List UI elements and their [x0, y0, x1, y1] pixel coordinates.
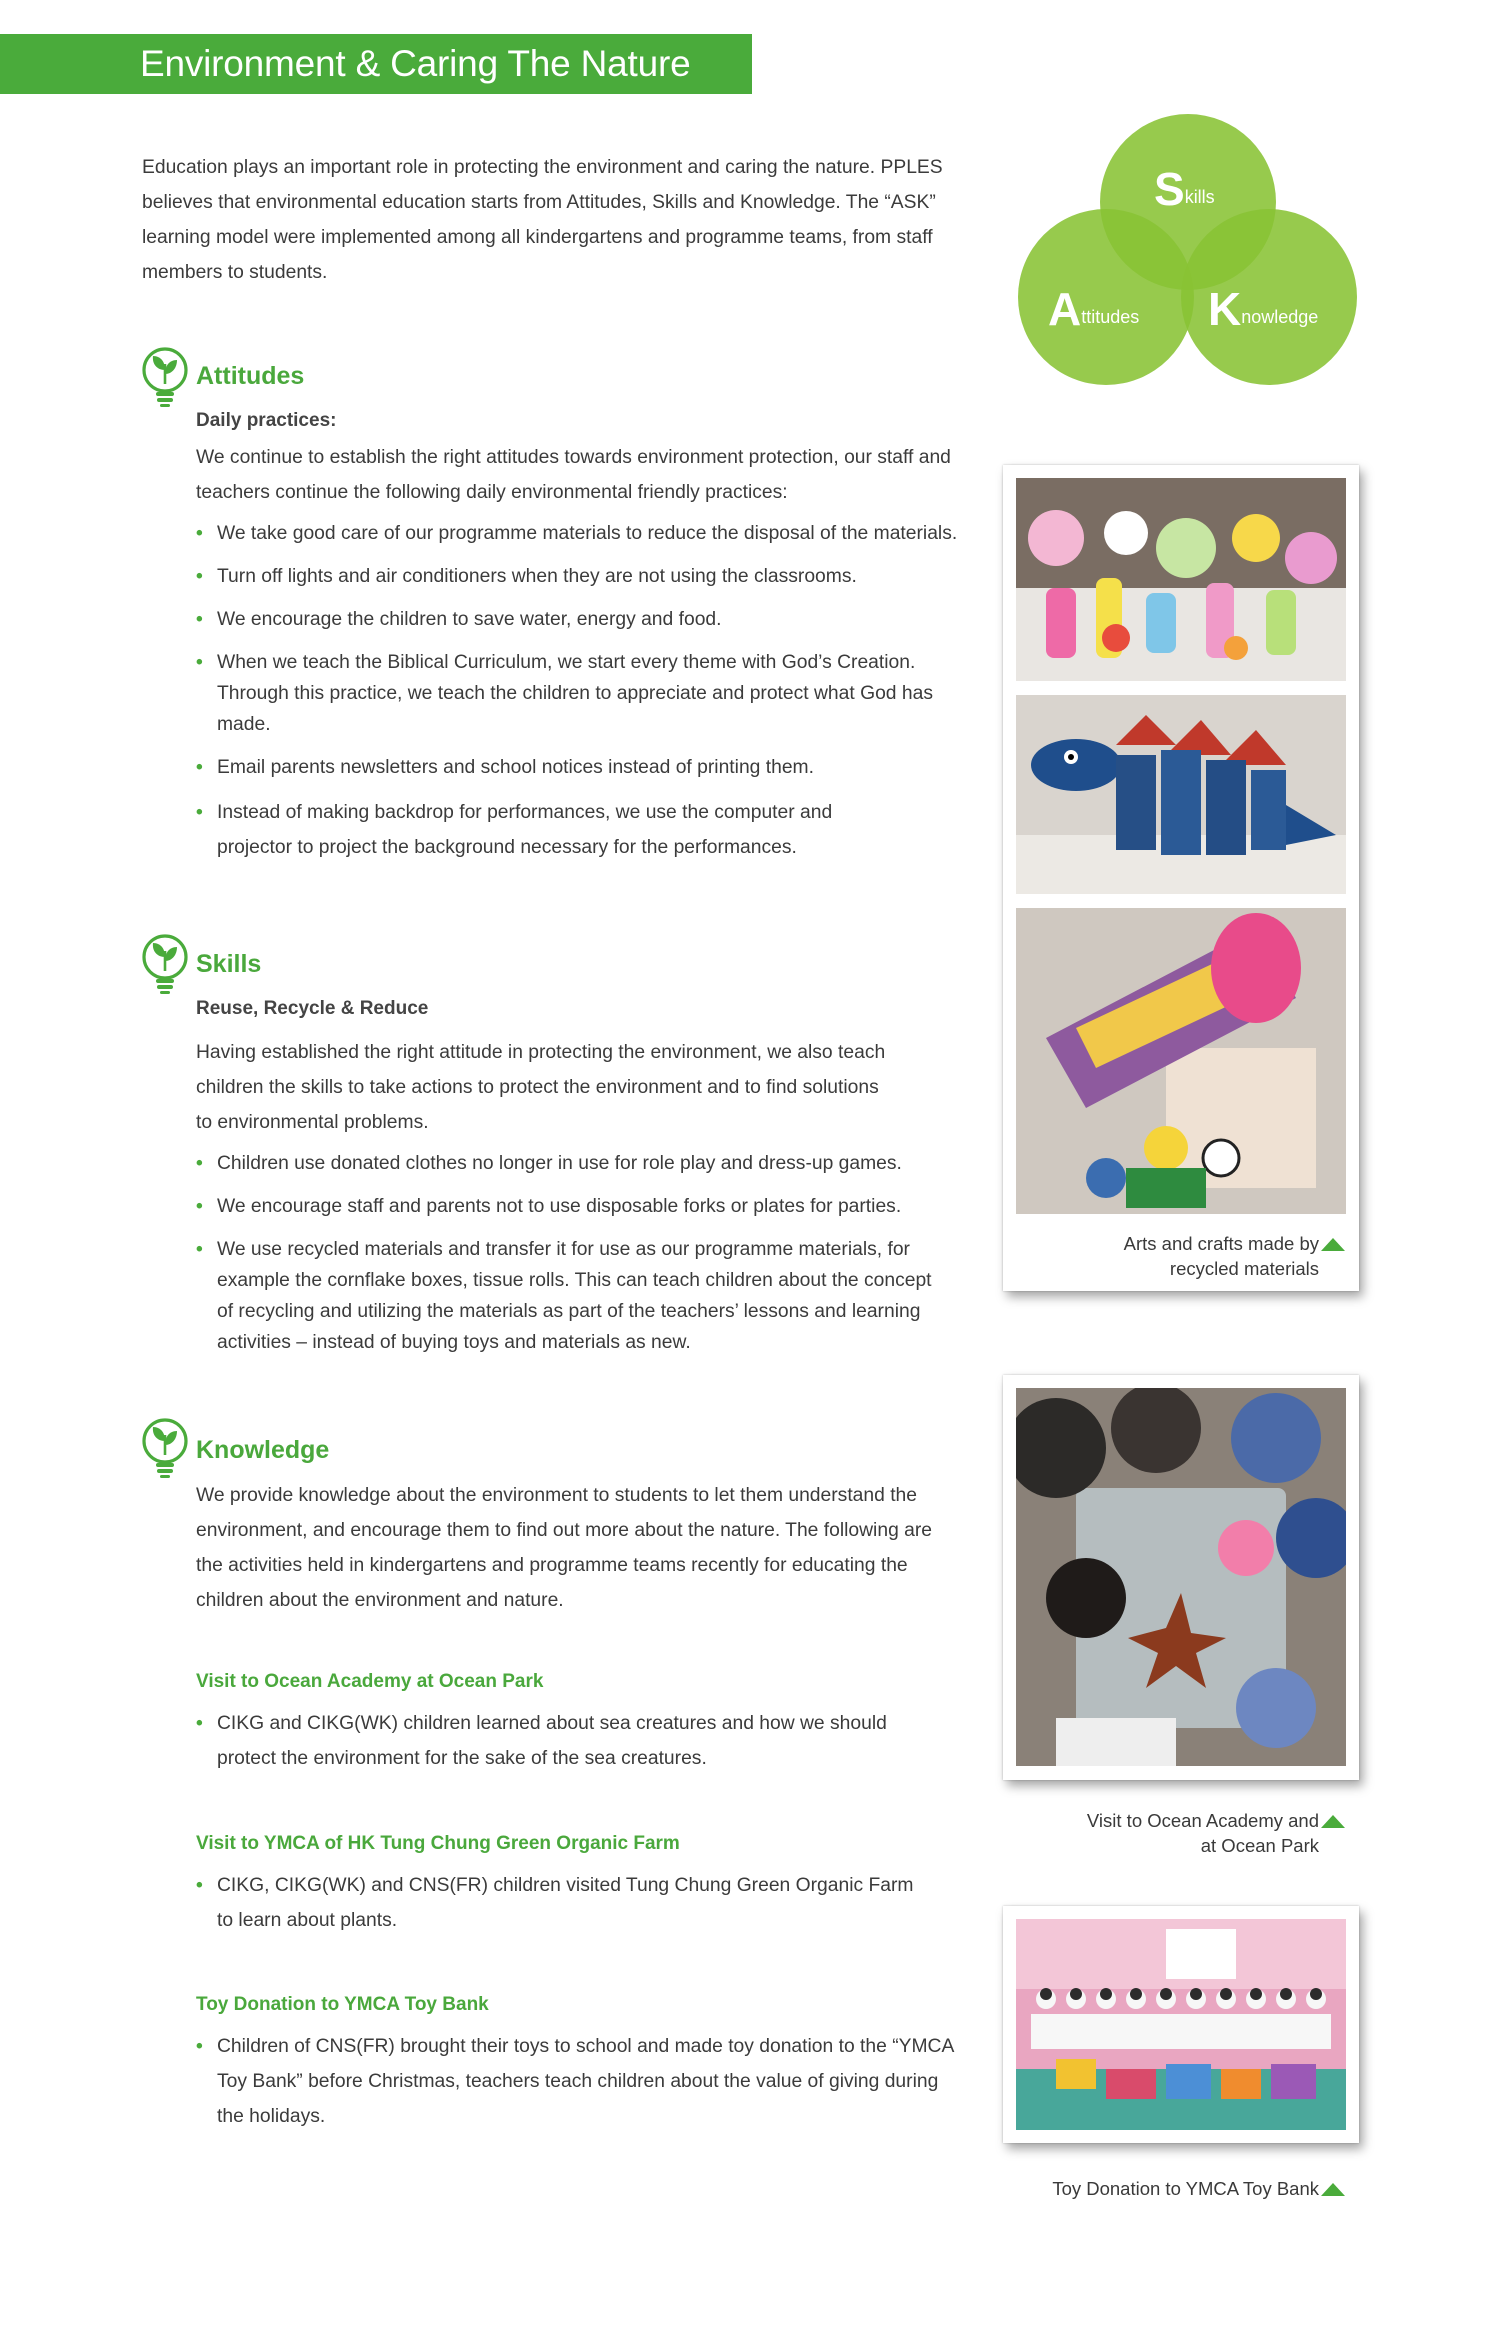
venn-label-knowledge: Knowledge: [1208, 283, 1319, 335]
attitudes-paragraph: We continue to establish the right attitudes towards environment protection, our staff and teachers continue the following daily environmental friendly practices:: [196, 447, 951, 503]
activity-heading-ocean: Visit to Ocean Academy at Ocean Park: [196, 1671, 544, 1692]
list-item: • We take good care of our programme materials to reduce the disposal of the materials.: [196, 523, 958, 544]
list-item: • CIKG and CIKG(WK) children learned about sea creatures and how we should protect the environment for the sake of the sea creatures.: [196, 1713, 887, 1769]
activity-list-ocean: [196, 1706, 916, 1788]
list-item: • When we teach the Biblical Curriculum, we start every theme with God’s Creation. Through this practice, we teach the children to appreciate and protect what God has made.: [196, 652, 933, 735]
skills-subhead: Reuse, Recycle & Reduce: [196, 998, 429, 1019]
knowledge-paragraph: We provide knowledge about the environment to students to let them understand the environment, and encourage them to find out more about the nature. The following are the activities held in kindergartens and programme teams recently for educating the children about the environment and nature.: [196, 1485, 933, 1611]
list-item: • Instead of making backdrop for performances, we use the computer and projector to project the background necessary for the performances.: [196, 802, 833, 858]
toy-donation-photo: [1016, 1919, 1346, 2130]
list-item: • Children of CNS(FR) brought their toys to school and made toy donation to the “YMCA Toy Bank” before Christmas, teachers teach children about the value of giving during the holidays.: [196, 2036, 954, 2127]
crafts-caption: Arts and crafts made by recycled materials: [1123, 1233, 1319, 1279]
triangle-up-icon: [1321, 1815, 1345, 1828]
venn-label-skills: Skills: [1154, 163, 1215, 215]
list-item: • Turn off lights and air conditioners when they are not using the classrooms.: [196, 566, 857, 587]
skills-paragraph: Having established the right attitude in protecting the environment, we also teach children the skills to take actions to protect the environment and to find solutions to environmental problems.: [196, 1042, 886, 1133]
intro-paragraph: Education plays an important role in protecting the environment and caring the nature. PPLES believes that environmental education starts from Attitudes, Skills and Knowledge. The “ASK” learning model were implemented among all kindergartens and programme teams, from staff members to students.: [142, 157, 943, 283]
page-title: Environment & Caring The Nature: [140, 43, 691, 84]
lightbulb-leaf-icon: [139, 933, 191, 995]
list-item: • We use recycled materials and transfer it for use as our programme materials, for example the cornflake boxes, tissue rolls. This can teach children about the concept of recycling and utilizing the materials as part of the teachers’ lessons and learning activities – instead of buying toys and materials as new.: [196, 1239, 932, 1353]
ocean-photo-frame: [1003, 1375, 1359, 1856]
page-title-banner: [0, 34, 752, 94]
list-item: • We encourage the children to save water, energy and food.: [196, 609, 722, 630]
crafts-photo-frame: [1003, 465, 1359, 1291]
activity-list-farm: [196, 1868, 931, 1950]
activity-heading-toy: Toy Donation to YMCA Toy Bank: [196, 1994, 489, 2015]
lightbulb-leaf-icon: [139, 1417, 191, 1479]
toy-caption: Toy Donation to YMCA Toy Bank: [1052, 2178, 1319, 2199]
section-title-knowledge: Knowledge: [196, 1436, 330, 1464]
list-item: • Children use donated clothes no longer in use for role play and dress-up games.: [196, 1153, 902, 1174]
section-title-skills: Skills: [196, 950, 262, 978]
ocean-caption: Visit to Ocean Academy and at Ocean Park: [1086, 1810, 1319, 1856]
crafts-photo-dragon: [1016, 908, 1346, 1214]
ask-venn-diagram: [1018, 114, 1353, 394]
crafts-photo-dinosaur: [1016, 695, 1346, 894]
toy-photo-frame: [1003, 1906, 1359, 2199]
attitudes-bullet-list: [196, 518, 1001, 877]
list-item: • We encourage staff and parents not to use disposable forks or plates for parties.: [196, 1196, 902, 1217]
triangle-up-icon: [1321, 1238, 1345, 1251]
venn-label-attitudes: Attitudes: [1048, 283, 1140, 335]
skills-bullet-list: [196, 1148, 946, 1370]
list-item: • Email parents newsletters and school notices instead of printing them.: [196, 757, 814, 778]
list-item: • CIKG, CIKG(WK) and CNS(FR) children visited Tung Chung Green Organic Farm to learn about plants.: [196, 1875, 914, 1931]
section-title-attitudes: Attitudes: [196, 362, 305, 390]
activity-heading-farm: Visit to YMCA of HK Tung Chung Green Organic Farm: [196, 1833, 680, 1854]
activity-list-toy: [196, 2029, 956, 2146]
ocean-photo: [1016, 1388, 1346, 1766]
crafts-photo-flowers: [1016, 478, 1346, 681]
attitudes-subhead: Daily practices:: [196, 410, 337, 431]
triangle-up-icon: [1321, 2183, 1345, 2196]
lightbulb-leaf-icon: [139, 346, 191, 408]
